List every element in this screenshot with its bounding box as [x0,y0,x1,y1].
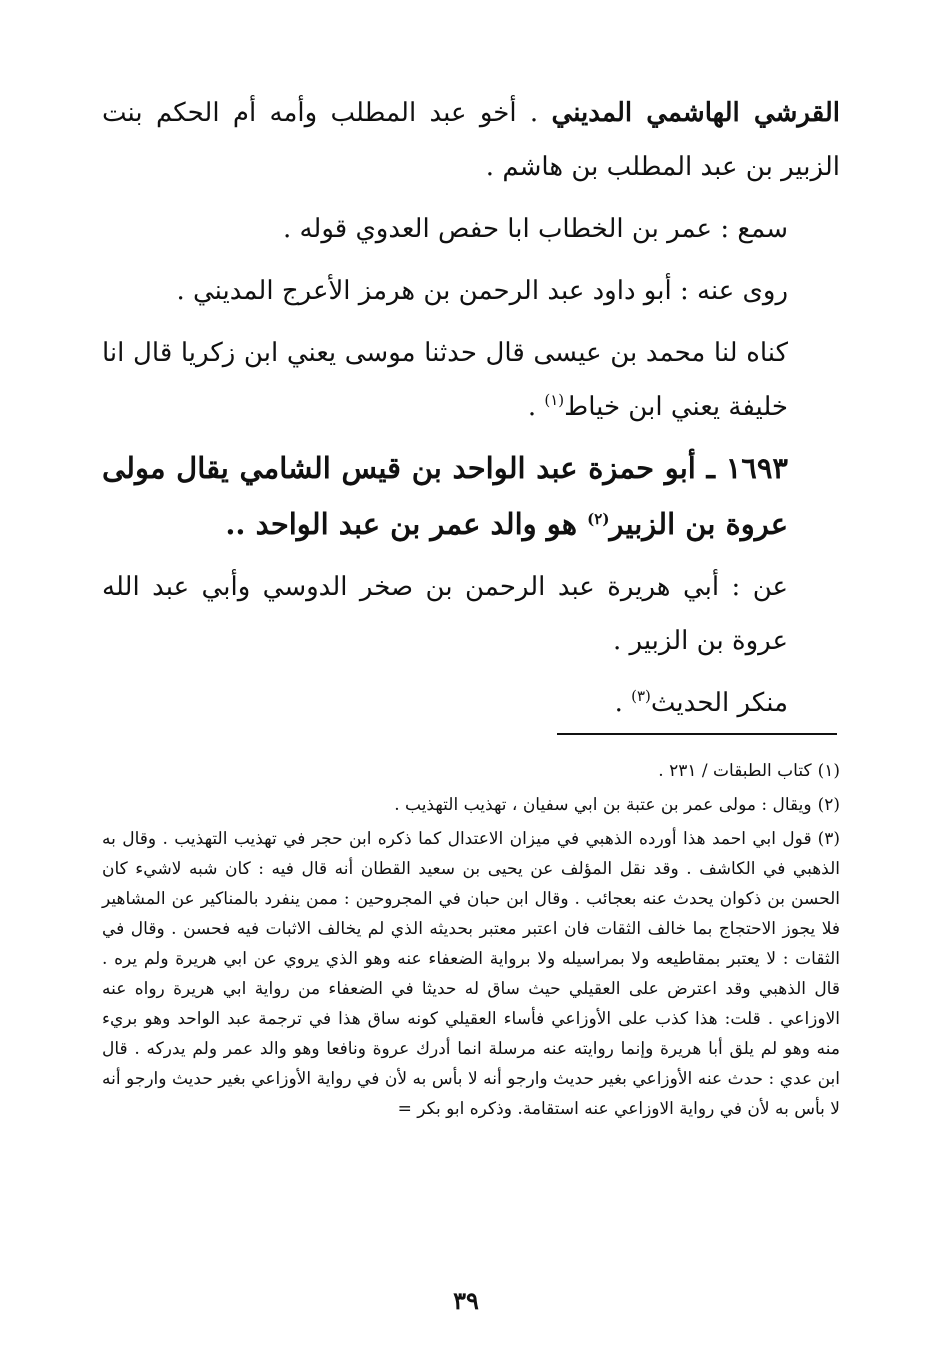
paragraph-kunya [102,326,840,434]
footnote-1 [102,756,840,786]
footnote-ref-3: (٣) [631,687,651,705]
footnote-divider [557,733,837,735]
footnote-text: ويقال : مولى عمر بن عتبة بن ابي سفيان ، تهذيب التهذيب . [394,795,812,815]
paragraph-intro [102,86,840,194]
main-text [102,86,840,730]
footnote-text: قول ابي احمد هذا أورده الذهبي في ميزان الاعتدال كما ذكره ابن حجر في تهذيب التهذيب . وقال به الذهبي في الكاشف . وقد نقل المؤلف عن يحيى بن سعيد القطان أنه قال فيه : كان شبه لاشيء كان الحسن بن ذكوان يحدث عنه بعجائب . وقال ابن حبان في المجروحين : ممن ينفرد بالمناكير عن المشاهير فلا يجوز الاحتجاج بما خالف الثقات فان اعتبر معتبر بحديثه الذي لم يخالف الاثبات فيه فحسن . وقال في الثقات : لا يعتبر بمقاطيعه ولا بمراسيله ولا برواية الضعفاء عنه وهو الذي يروي عن ابي هريرة ولم يره . قال الذهبي وقد اعترض على العقيلي حيث ساق له حديثا في الضعفاء من رواية ابي هريرة رواه عنه الاوزاعي . قلت: هذا كذب على الأوزاعي فأساء العقيلي كونه ساق هذا في ترجمة عبد الواحد وهو بريء منه وهو لم يلق أبا هريرة وإنما روايته عنه مرسلة انما أدرك عروة ونافعا وهو والد عمر ولم يدركه . قال ابن عدي : حدث عنه الأوزاعي بغير حديث وارجو أنه لا بأس به لأن في رواية الأوزاعي بغير حديث وارجو أنه لا بأس به لأن في رواية الاوزاعي عنه استقامة. وذكره ابو بكر = [102,829,840,1119]
entry-heading-text: ١٦٩٣ ـ أبو حمزة عبد الواحد بن قيس الشامي يقال مولى عروة بن الزبير [102,451,788,541]
entry-heading [102,440,840,552]
munkar-text: منكر الحديث [650,688,788,718]
munkar-end: . [614,688,632,718]
intro-text: . أخو عبد المطلب وأمه أم الحكم بنت الزبير بن عبد المطلب بن هاشم . [102,98,840,182]
nisba-text: القرشي الهاشمي المديني [551,98,840,128]
footnote-number: (٣) [817,829,840,849]
footnote-number: (٢) [817,795,840,815]
footnote-3 [102,824,840,1124]
footnote-text: كتاب الطبقات / ٢٣١ . [658,761,812,781]
paragraph-narrated: روى عنه : أبو داود عبد الرحمن بن هرمز الأعرج المديني . [176,276,788,306]
paragraph-from: عن : أبي هريرة عبد الرحمن بن صخر الدوسي وأبي عبد الله عروة بن الزبير . [102,572,788,656]
kunya-text: كناه لنا محمد بن عيسى قال حدثنا موسى يعني ابن زكريا قال انا خليفة يعني ابن خياط [102,338,788,422]
kunya-end: . [527,392,545,422]
paragraph-munkar [102,676,840,730]
footnote-number: (١) [817,761,840,781]
paragraph-heard: سمع : عمر بن الخطاب ابا حفص العدوي قوله . [282,214,788,244]
footnote-ref-1: (١) [544,391,565,409]
footnote-2 [102,790,840,820]
page-number: ٣٩ [453,1286,479,1315]
entry-heading-end: هو والد عمر بن عبد الواحد .. [225,507,588,541]
footnote-ref-2: (٢) [587,510,610,528]
footnotes [102,756,840,1128]
